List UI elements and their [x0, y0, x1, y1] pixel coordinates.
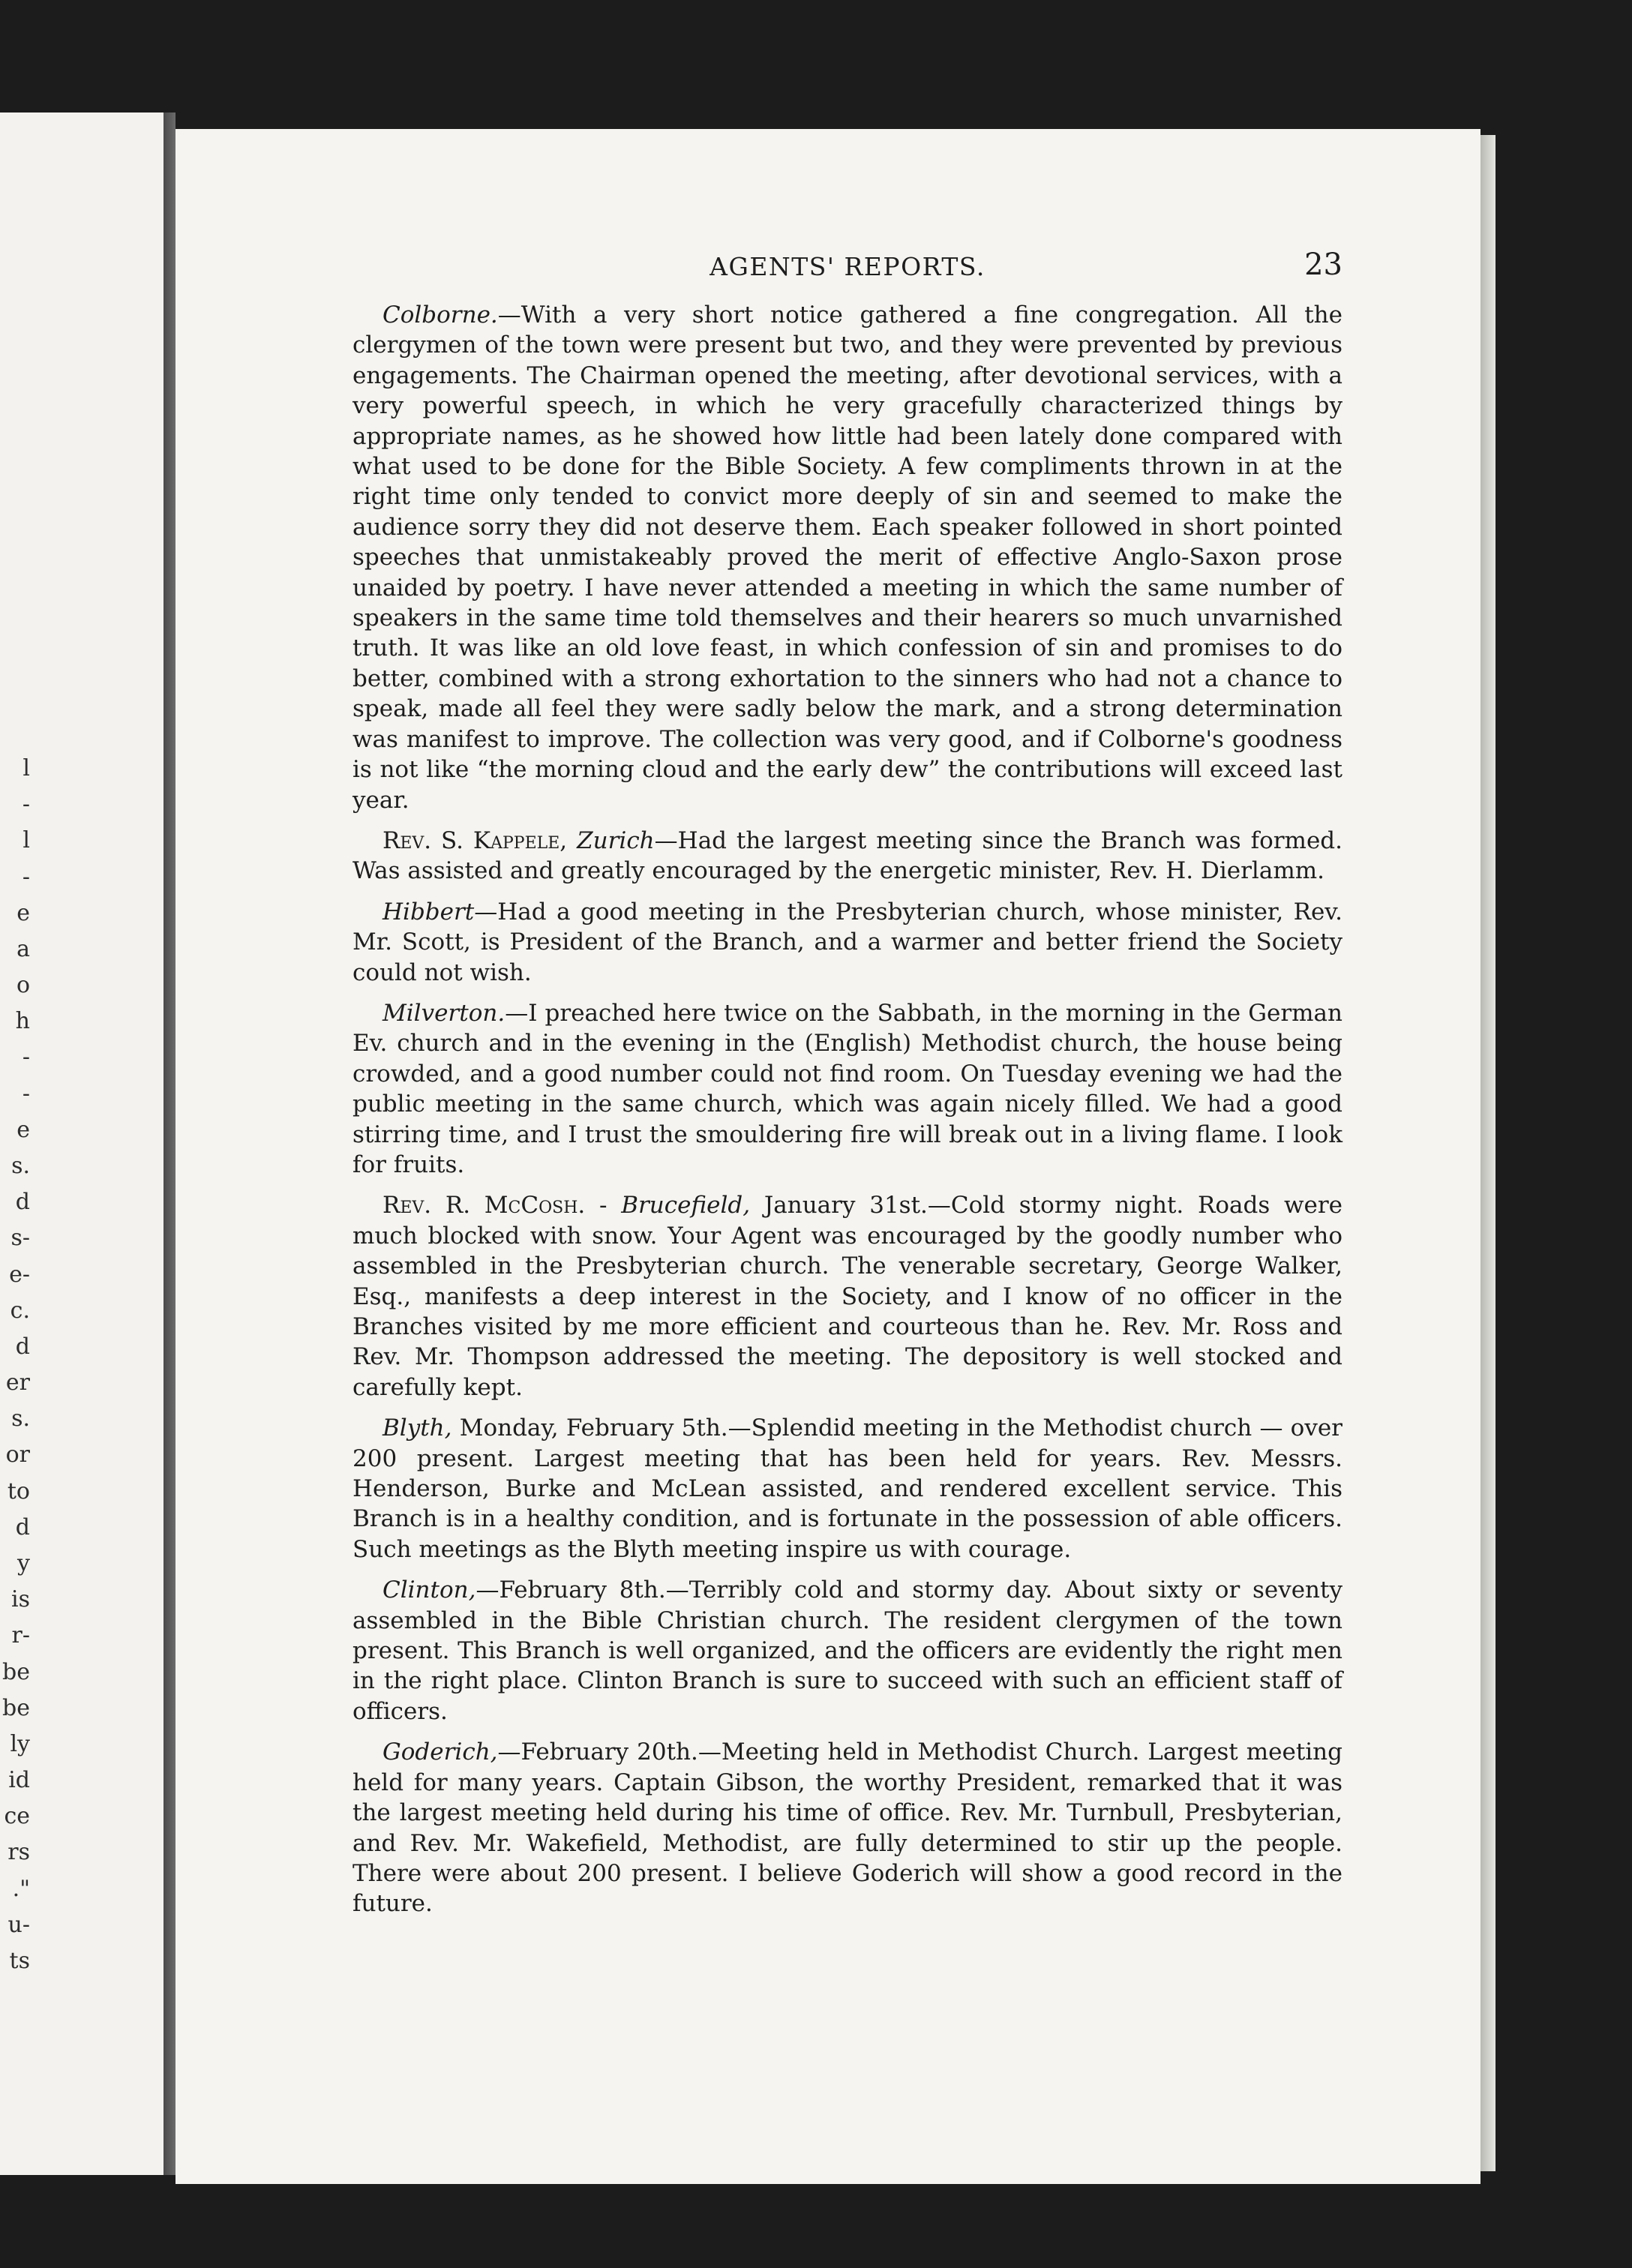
page-number: 23: [1304, 248, 1342, 282]
facing-page-fragment: e-: [9, 1262, 30, 1288]
facing-page-fragment: d: [15, 1514, 30, 1540]
facing-page-fragment: -: [22, 1044, 30, 1070]
facing-page-fragment: -: [22, 791, 30, 818]
agent-name: Rev. R. McCosh. -: [382, 1192, 622, 1220]
report-entry-clinton: [352, 1575, 1342, 1726]
facing-page-fragment: s-: [10, 1225, 30, 1251]
facing-page-fragment: y: [17, 1550, 30, 1576]
running-header: [352, 248, 1342, 285]
facing-page-fragment: to: [7, 1478, 30, 1504]
report-text: Monday, February 5th.—Splendid meeting in the Methodist church — over 200 present. Largest meeting that has been held for years. Rev. Messrs. Henderson, Burke and McLean assisted, and rendered excellent service. This Branch is in a healthy condition, and is fortunate in the possession of able officers. Such meetings as the Blyth meeting inspire us with courage.: [352, 1414, 1342, 1563]
facing-page-fragment: e: [16, 900, 30, 926]
report-entry-milverton: [352, 998, 1342, 1180]
facing-page-fragment: a: [16, 936, 30, 962]
report-entry-blyth: [352, 1413, 1342, 1564]
place-name: Goderich,: [382, 1738, 498, 1766]
report-entry-hibbert: [352, 897, 1342, 988]
facing-page-fragment: or: [5, 1442, 30, 1468]
agent-name: Rev. S. Kappele,: [382, 826, 578, 854]
report-text: —With a very short notice gathered a fine congregation. All the clergymen of the town were present but two, and they were prevented by previous engagements. The Chairman opened the meeting, after devotional services, with a very powerful speech, in which he very gracefully characterized things by appropriate names, as he showed how little had been lately done compared with what used to be done for the Bible Society. A few compliments thrown in at the right time only tended to convict more deeply of sin and seemed to make the audience sorry they did not deserve them. Each speaker followed in short pointed speeches that unmistakeably proved the merit of effective Anglo-Saxon prose unaided by poetry. I have never attended a meeting in which the same number of speakers in the same time told themselves and their hearers so much unvarnished truth. It was like an old love feast, in which confession of sin and promises to do better, combined with a strong exhortation to the sinners who had not a chance to speak, made all feel they were sadly below the mark, and a strong determination was manifest to improve. The collection was very good, and if Colborne's goodness is not like “the morning cloud and the early dew” the contributions will exceed last year.: [352, 302, 1342, 814]
facing-page-fragment: o: [16, 972, 30, 998]
facing-page-fragment: is: [11, 1586, 30, 1612]
facing-page-fragment: id: [8, 1767, 30, 1793]
facing-page-fragment: ce: [4, 1803, 30, 1829]
facing-page-fragment: -: [22, 1081, 30, 1107]
facing-page-fragment: l: [22, 827, 30, 854]
report-text: —I preached here twice on the Sabbath, in the morning in the German Ev. church and in the evening in the (English) Methodist church, the house being crowded, and a good number could not find room. On Tuesday evening we had the public meeting in the same church, which was again nicely filled. We had a good stirring time, and I trust the smouldering fire will break out in a living flame. I look for fruits.: [352, 999, 1342, 1178]
facing-page-edge: [0, 112, 169, 2175]
facing-page-fragment: -: [22, 864, 30, 890]
running-title: AGENTS' REPORTS.: [710, 252, 986, 281]
facing-page-fragment: be: [2, 1695, 30, 1721]
place-name: Zurich: [577, 826, 655, 854]
facing-page-fragment: u-: [8, 1912, 30, 1938]
facing-page-fragment: e: [16, 1117, 30, 1143]
report-text: —Had the largest meeting since the Branch was formed. Was assisted and greatly encouraged by the energetic minister, Rev. H. Dierlamm.: [352, 826, 1342, 885]
facing-page-fragment: s.: [11, 1153, 30, 1179]
place-name: Clinton,: [382, 1576, 476, 1604]
facing-page-fragment: l: [22, 755, 30, 782]
facing-page-fragment: s.: [11, 1406, 30, 1432]
place-name: Blyth,: [382, 1414, 452, 1442]
page-body: [352, 248, 1342, 1930]
facing-page-fragment: rs: [8, 1839, 30, 1865]
place-name: Milverton.: [382, 999, 506, 1027]
report-entry-colborne: [352, 300, 1342, 815]
place-name: Brucefield,: [621, 1192, 751, 1220]
facing-page-fragment: .": [12, 1876, 30, 1902]
report-entry-brucefield: [352, 1190, 1342, 1402]
page-edge-shadow: [1480, 135, 1496, 2171]
report-text: —February 20th.—Meeting held in Methodist Church. Largest meeting held for many years. Captain Gibson, the worthy President, remarked that it was the largest meeting held during his time of office. Rev. Mr. Turnbull, Presbyterian, and Rev. Mr. Wakefield, Methodist, are fully determined to stir up the people. There were about 200 present. I believe Goderich will show a good record in the future.: [352, 1738, 1342, 1918]
facing-page-fragment: d: [15, 1189, 30, 1215]
facing-page-fragment: ts: [9, 1948, 30, 1974]
report-entry-goderich: [352, 1737, 1342, 1918]
report-text: —Had a good meeting in the Presbyterian church, whose minister, Rev. Mr. Scott, is President of the Branch, and a warmer and better friend the Society could not wish.: [352, 898, 1342, 986]
facing-page-fragment: r-: [11, 1622, 30, 1648]
facing-page-fragment: c.: [10, 1298, 30, 1324]
report-entry-zurich: [352, 826, 1342, 886]
report-text: —February 8th.—Terribly cold and stormy day. About sixty or seventy assembled in the Bible Christian church. The resident clergymen of the town present. This Branch is well organized, and the officers are evidently the right men in the right place. Clinton Branch is sure to succeed with such an efficient staff of officers.: [352, 1576, 1342, 1725]
place-name: Hibbert: [382, 898, 475, 926]
facing-page-fragment: d: [15, 1334, 30, 1360]
facing-page-fragment: er: [5, 1370, 30, 1396]
book-gutter: [164, 112, 176, 2175]
report-text: January 31st.—Cold stormy night. Roads were much blocked with snow. Your Agent was encouraged by the goodly number who assembled in the Presbyterian church. The venerable secretary, George Walker, Esq., manifests a deep interest in the Society, and I know of no officer in the Branches visited by me more efficient and courteous than he. Rev. Mr. Ross and Rev. Mr. Thompson addressed the meeting. The depository is well stocked and carefully kept.: [352, 1192, 1342, 1401]
facing-page-fragment: h: [15, 1008, 30, 1034]
place-name: Colborne.: [382, 302, 498, 328]
facing-page-fragment: ly: [10, 1731, 30, 1757]
facing-page-fragment: be: [2, 1659, 30, 1685]
